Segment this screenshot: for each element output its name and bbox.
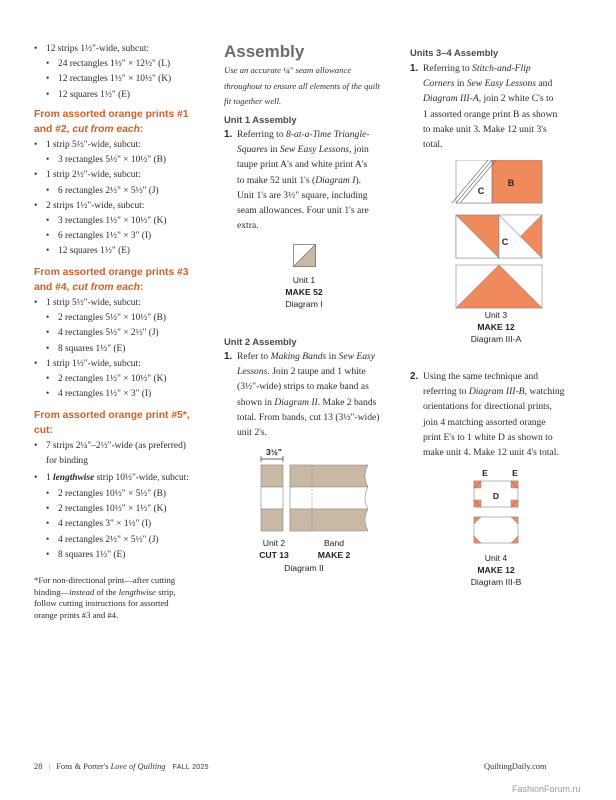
list-item-text: 3 rectangles 5½" × 10½" (B) — [58, 155, 166, 166]
bullet: • — [46, 246, 50, 257]
heading-emphasis: cut from each — [72, 282, 140, 293]
assembly-intro — [224, 63, 380, 110]
bullet: • — [34, 44, 38, 54]
list-item-text: 4 rectangles 3" × 1½" (I) — [58, 519, 152, 530]
text-line: total. From bands, cut 13 (3½"-wide) — [237, 411, 380, 423]
text-emphasis: Diagram III-B — [468, 386, 525, 398]
bullet: • — [46, 74, 50, 85]
list-item-text: 12 squares 1½" (E) — [58, 89, 131, 100]
footnote-text: strip, — [155, 586, 176, 597]
text: and — [536, 78, 553, 90]
list-item-text: 1 strip 2½"-wide, subcut: — [46, 170, 141, 181]
footer-separator: | — [48, 762, 51, 771]
text-emphasis: Lessons — [237, 366, 268, 378]
text-line: 1 assorted orange print B as shown — [423, 108, 558, 120]
bullet: • — [46, 216, 50, 226]
text-emphasis: Making Bands — [270, 351, 327, 362]
text-line: unit 2's. — [237, 427, 267, 439]
intro-line: Use an accurate ¼" seam allowance — [224, 65, 352, 75]
text: in — [326, 351, 339, 362]
text-emphasis: Diagram I — [315, 174, 356, 186]
band-white-middle — [290, 487, 368, 509]
text: , join — [349, 144, 369, 156]
caption-cut: CUT 13 — [259, 550, 289, 560]
magazine-name-italic: Love of Quilting — [110, 762, 166, 771]
site-link[interactable]: QuiltingDaily.com — [484, 762, 547, 771]
unit3-instructions — [423, 61, 557, 152]
text-emphasis: Sew Easy Lessons — [466, 78, 537, 90]
label-c: C — [477, 186, 485, 196]
bullet: • — [46, 155, 50, 166]
watermark: FashionForum.ru — [512, 784, 581, 794]
bullet: • — [34, 298, 38, 308]
unit2-taupe-bottom — [261, 509, 283, 531]
text-line: to make unit 3. Make 12 unit 3's — [423, 123, 547, 135]
footnote-line: *For non-directional print—after cutting — [34, 575, 176, 585]
list-item-text: 6 rectangles 1½" × 3" (I) — [58, 231, 152, 242]
heading-line: cut: — [34, 425, 53, 436]
band-taupe-bottom — [290, 509, 368, 531]
issue-label: FALL 2025 — [172, 764, 209, 771]
unit2-heading: Unit 2 Assembly — [224, 336, 297, 347]
text: shown in — [237, 396, 275, 408]
footnote-line: orange prints #3 and #4. — [34, 609, 119, 620]
list-item-text: 4 rectangles 1½" × 3" (I) — [58, 389, 152, 400]
text: Referring to — [237, 129, 287, 140]
text-line: extra. — [237, 220, 259, 232]
bullet: • — [46, 549, 50, 560]
list-item-text: 8 squares 1½" (E) — [58, 343, 126, 354]
bullet: • — [46, 328, 50, 339]
text: , join 2 white C's to — [478, 93, 554, 105]
footnote-emphasis: lengthwise — [118, 586, 156, 597]
unit1-instructions — [237, 127, 369, 233]
text: . Join 2 taupe and 1 white — [267, 366, 366, 378]
list-item-emphasis: lengthwise — [53, 473, 95, 483]
diagram-1-caption — [254, 274, 354, 310]
list-item-text: 2 rectangles 10½" × 5½" (B) — [58, 489, 166, 499]
text-emphasis: 8-at-a-Time Triangle- — [286, 129, 370, 140]
list-item-text: 6 rectangles 2½" × 5½" (J) — [58, 185, 159, 196]
list-item-text: 4 rectangles 5½" × 2½" (J) — [58, 328, 159, 339]
unit4-final — [474, 517, 518, 543]
caption-make: MAKE 12 — [477, 565, 515, 575]
list-item-text: 24 rectangles 1½" × 12½" (L) — [58, 59, 171, 70]
text-line: make unit 4. Make 12 unit 4's total. — [423, 447, 559, 459]
caption-make: MAKE 2 — [317, 550, 351, 560]
caption-band: Band — [323, 538, 345, 548]
bullet: • — [34, 441, 38, 451]
step-number: 1. — [224, 129, 233, 140]
text: referring to — [423, 386, 469, 398]
heading-text: : — [139, 282, 144, 293]
text-emphasis: Diagram III-A — [423, 93, 479, 105]
text-line: (3½"-wide) strips to make band as — [237, 381, 369, 393]
footnote-line: follow cutting instructions for assorted — [34, 598, 169, 609]
heading-text: and #4, — [34, 282, 73, 293]
list-item-text: 2 rectangles 1½" × 10½" (K) — [58, 374, 167, 384]
label-e: E — [512, 468, 518, 478]
unit2-instructions — [237, 349, 379, 440]
text: in — [267, 144, 280, 156]
bullet: • — [46, 231, 50, 242]
unit2-taupe-top — [261, 465, 283, 487]
list-item-text: 12 rectangles 1½" × 10½" (K) — [58, 74, 172, 85]
bullet: • — [46, 313, 50, 324]
text-line: Using the same technique and — [423, 371, 539, 382]
caption-diagram-name: Diagram III-A — [470, 334, 522, 344]
list-item-text: 7 strips 2¼"–2½"-wide (as preferred) — [46, 441, 186, 451]
list-item-text: 2 rectangles 5½" × 10½" (B) — [58, 313, 166, 324]
bullet: • — [46, 343, 50, 354]
list-item-text: 2 strips 1½"-wide, subcut: — [46, 200, 145, 211]
page-number: 28 — [34, 762, 43, 771]
unit2-white-middle — [261, 487, 283, 509]
list-item-text: 12 squares 1½" (E) — [58, 246, 131, 257]
caption-make: MAKE 52 — [285, 287, 323, 297]
text-line: orientations for directional prints, — [423, 401, 552, 413]
list-item-text: 1 strip 5½"-wide, subcut: — [46, 298, 141, 308]
text: ). — [355, 174, 362, 186]
caption-diagram-name: Diagram I — [285, 299, 323, 309]
text: to make 52 unit 1's ( — [237, 174, 316, 186]
text-emphasis: Sew Easy Lessons — [279, 144, 350, 156]
unit2-dimension-label: 3½" — [265, 447, 283, 457]
label-c: C — [501, 237, 509, 247]
heading-orange-5 — [34, 408, 190, 438]
heading-emphasis: cut from each — [72, 124, 140, 135]
text-line: seam allowances. Four unit 1's are — [237, 205, 369, 217]
text-emphasis: Squares — [237, 144, 268, 156]
intro-line: throughout to ensure all elements of the quilt — [224, 80, 380, 91]
magazine-name: Fons & Porter's — [56, 762, 111, 771]
footnote-emphasis: instead — [69, 586, 95, 597]
intro-line: fit together well. — [224, 96, 282, 106]
footnote-text: binding— — [34, 586, 70, 597]
heading-text: and #2, — [34, 124, 73, 135]
bullet: • — [46, 374, 50, 384]
diagram-3a — [452, 160, 552, 310]
unit1-diagram — [293, 244, 317, 268]
list-item-continued: for binding — [46, 456, 88, 466]
caption-make: MAKE 12 — [477, 322, 515, 332]
bullet: • — [34, 358, 38, 369]
list-item-text: 1 — [46, 473, 54, 483]
text: in — [454, 78, 467, 90]
heading-text: : — [139, 124, 144, 135]
bullet: • — [46, 489, 50, 499]
bullet: • — [46, 389, 50, 400]
step-number: 1. — [224, 351, 233, 362]
text-emphasis: Stitch-and-Flip — [472, 63, 531, 74]
list-item-text: 1 strip 5½"-wide, subcut: — [46, 140, 141, 150]
text-line: join 4 matching assorted orange — [423, 416, 546, 428]
label-e: E — [482, 468, 488, 478]
text: Refer to — [237, 351, 271, 362]
diagram-2-name: Diagram II — [284, 563, 324, 573]
step-number: 1. — [410, 63, 419, 74]
caption-unit: Unit 2 — [262, 538, 286, 548]
step-number: 2. — [410, 371, 419, 382]
text-emphasis: Diagram II — [274, 396, 318, 408]
text-line: taupe print A's and white print A's — [237, 159, 368, 171]
caption-unit: Unit 4 — [484, 553, 508, 563]
bullet: • — [46, 504, 50, 515]
text: . Make 2 bands — [317, 396, 377, 408]
unit1-heading: Unit 1 Assembly — [224, 114, 297, 125]
text-emphasis: Sew Easy — [338, 351, 376, 362]
footnote-text: of the — [94, 586, 119, 597]
bullet: • — [46, 185, 50, 196]
units-3-4-heading: Units 3–4 Assembly — [410, 47, 499, 58]
bullet: • — [34, 140, 38, 150]
diagram-3b-caption — [446, 552, 546, 588]
band-caption — [304, 537, 364, 561]
label-b: B — [507, 178, 515, 188]
bullet: • — [34, 170, 38, 181]
label-d: D — [492, 491, 500, 501]
caption-unit: Unit 3 — [484, 310, 508, 320]
section-title: Assembly — [224, 42, 305, 61]
caption-diagram-name: Diagram III-B — [470, 577, 522, 587]
caption-unit: Unit 1 — [292, 275, 316, 285]
bullet: • — [34, 200, 38, 211]
page-footer-left — [34, 762, 209, 771]
bullet: • — [34, 473, 38, 483]
heading-orange-3-4 — [34, 265, 189, 295]
unit2-caption — [244, 537, 304, 561]
text-line: Unit 1's are 3½" square, including — [237, 189, 368, 201]
list-item-text: 12 strips 1½"-wide, subcut: — [46, 44, 150, 54]
unit4-instructions — [423, 369, 564, 460]
band-taupe-top — [290, 465, 368, 487]
text-line: print E's to 1 white D as shown to — [423, 431, 553, 443]
diagram-3a-caption — [446, 309, 546, 345]
heading-line: From assorted orange print #5*, — [34, 410, 190, 421]
text: , watching — [524, 386, 565, 398]
heading-orange-1-2 — [34, 107, 189, 137]
diagram-2 — [258, 456, 368, 536]
heading-line: From assorted orange prints #1 — [34, 109, 189, 120]
list-item-text: strip 10½"-wide, subcut: — [94, 473, 189, 483]
list-item-text: 3 rectangles 1½" × 10½" (K) — [58, 216, 167, 226]
bullet: • — [46, 89, 50, 100]
text-line: total. — [423, 139, 443, 151]
text: Referring to — [423, 63, 473, 74]
list-item-text: 1 strip 1½"-wide, subcut: — [46, 358, 141, 369]
text-emphasis: Corners — [423, 78, 455, 90]
heading-line: From assorted orange prints #3 — [34, 267, 189, 278]
list-item-text: 2 rectangles 10½" × 1½" (K) — [58, 504, 167, 515]
list-item-text: 8 squares 1½" (E) — [58, 549, 126, 560]
bullet: • — [46, 534, 50, 545]
bullet: • — [46, 59, 50, 70]
footnote — [34, 575, 176, 621]
list-item-text: 4 rectangles 2½" × 5½" (J) — [58, 534, 159, 545]
bullet: • — [46, 519, 50, 530]
